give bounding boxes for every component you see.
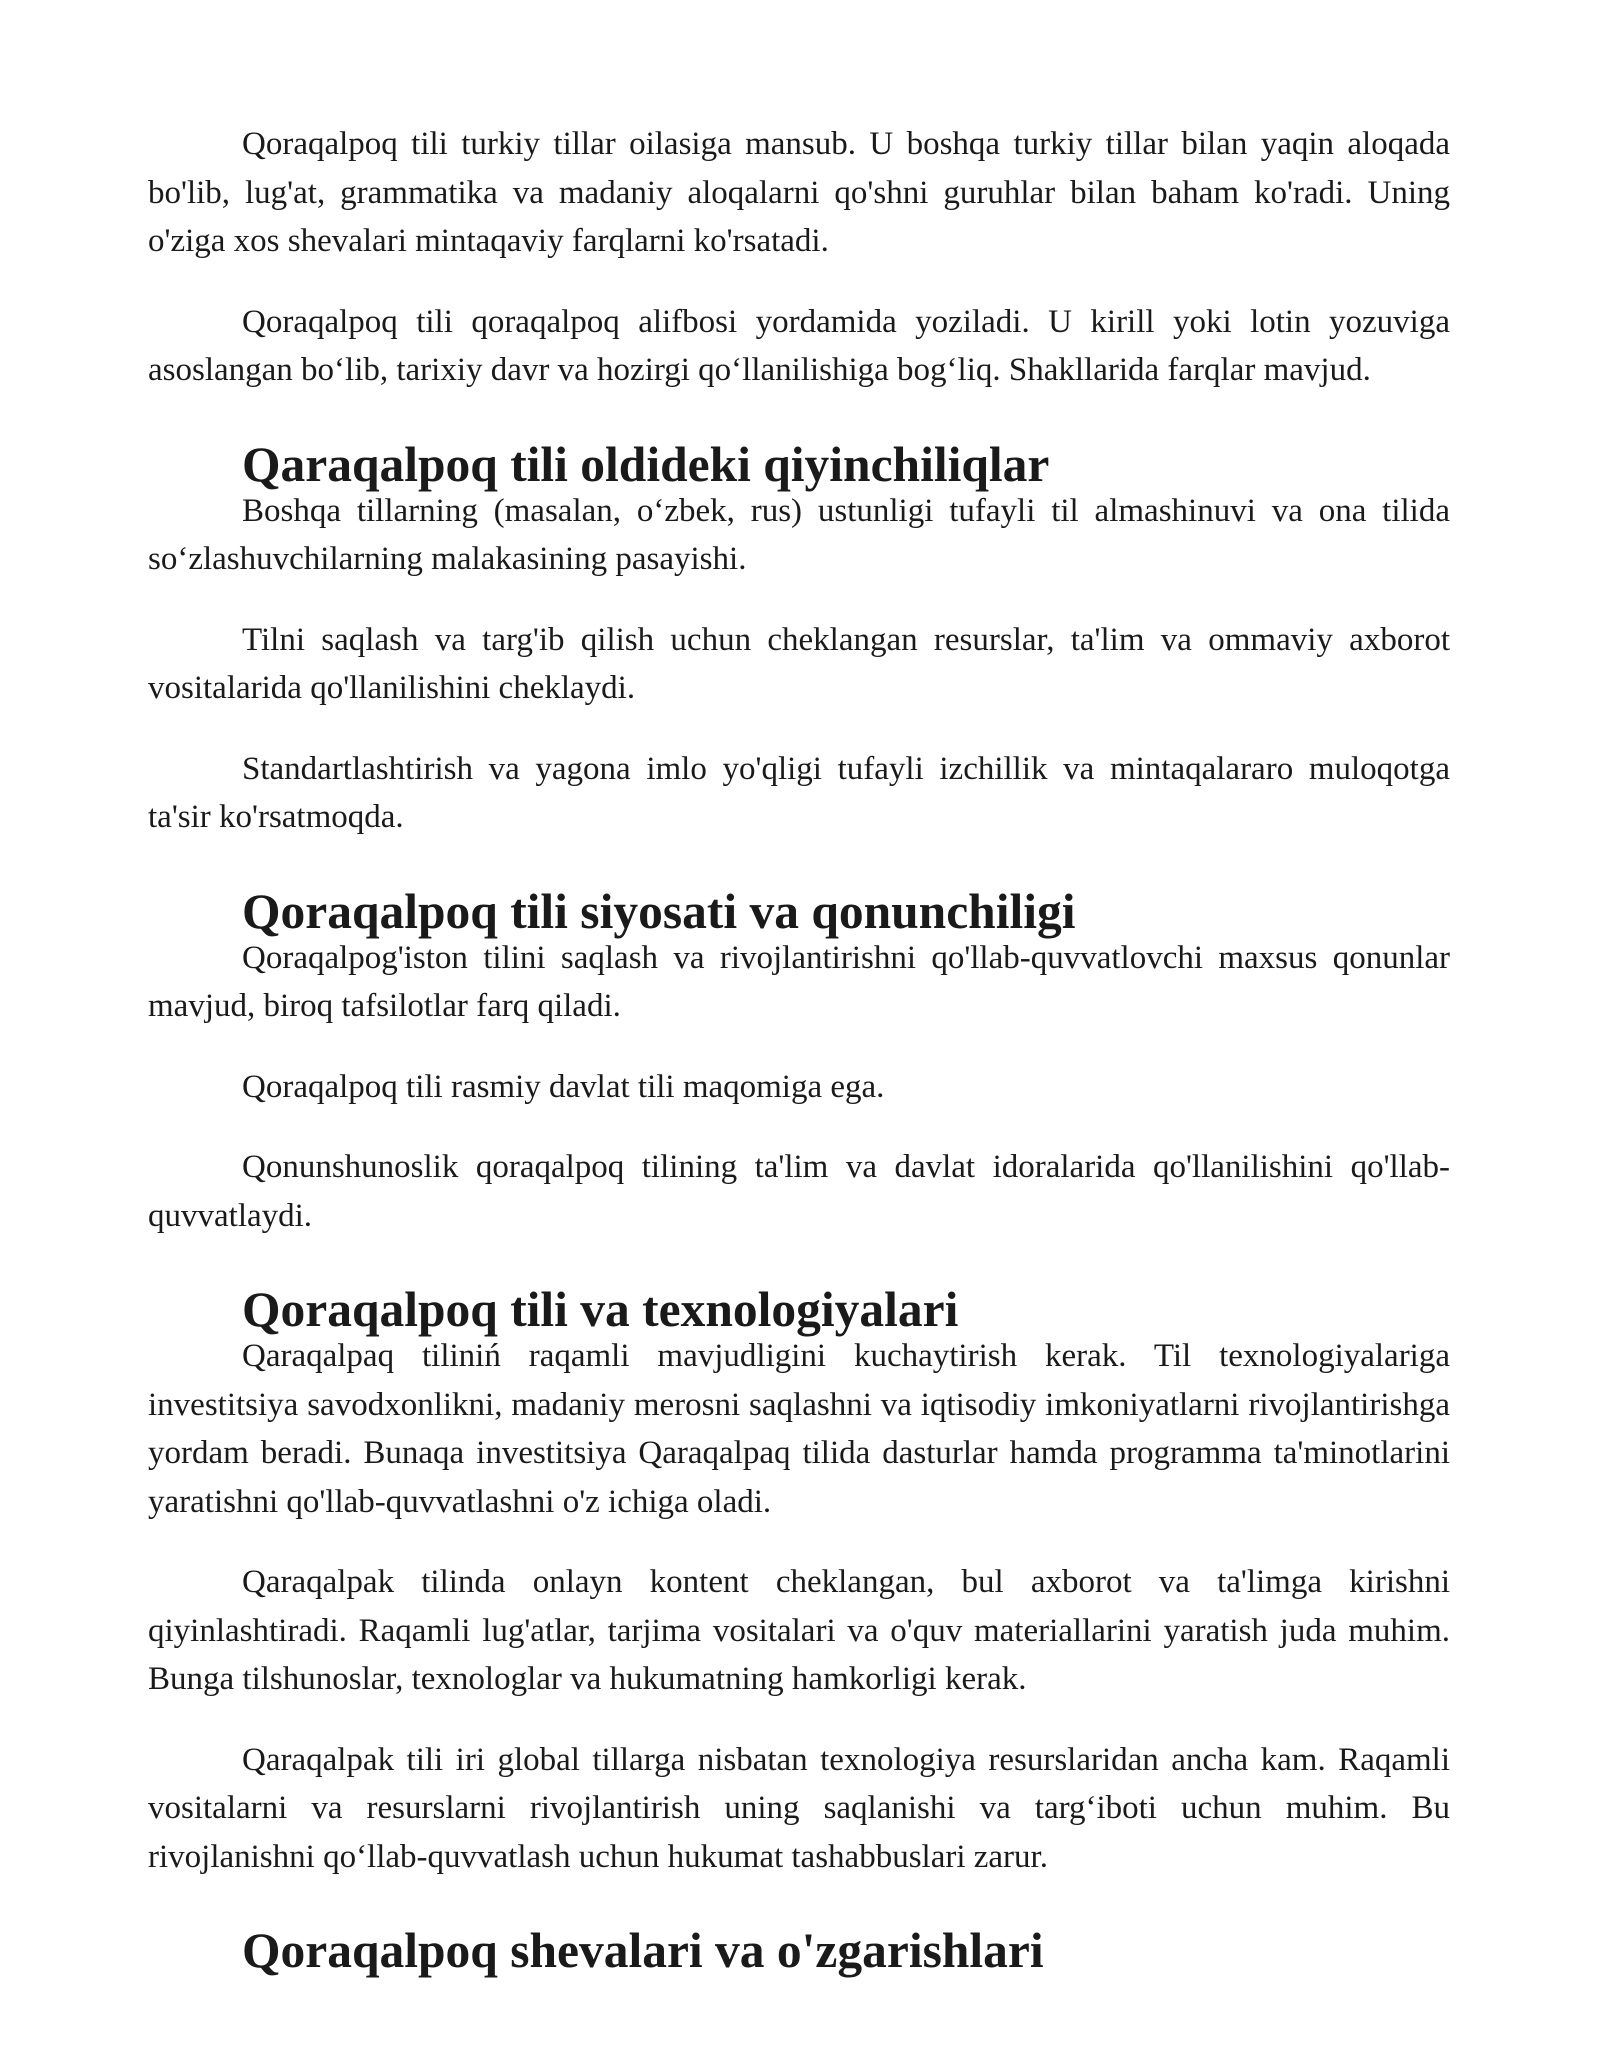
section-heading: Qoraqalpoq tili va texnologiyalari (242, 1282, 959, 1337)
paragraph: Qoraqalpog'iston tilini saqlash va rivojlantirishni qo'llab-quvvatlovchi maxsus qonunlar mavjud, biroq tafsilotlar farq qiladi. (148, 939, 1450, 1024)
section-heading: Qaraqalpoq tili oldideki qiyinchiliqlar (242, 436, 1050, 492)
paragraph: Qoraqalpoq tili qoraqalpoq alifbosi yordamida yoziladi. U kirill yoki lotin yozuviga asoslangan bo‘lib, tarixiy davr va hozirgi qo‘llanilishiga bog‘liq. Shakllarida farqlar mavjud. (148, 303, 1450, 388)
section-heading: Qoraqalpoq shevalari va o'zgarishlari (242, 1923, 1044, 1978)
paragraph: Standartlashtirish va yagona imlo yo'qligi tufayli izchillik va mintaqalararo muloqotga ta'sir ko'rsatmoqda. (148, 750, 1450, 835)
paragraph: Tilni saqlash va targ'ib qilish uchun cheklangan resurslar, ta'lim va ommaviy axborot vositalarida qo'llanilishini cheklaydi. (148, 621, 1450, 706)
document-page (148, 120, 1450, 1978)
paragraph: Boshqa tillarning (masalan, o‘zbek, rus) ustunligi tufayli til almashinuvi va ona tilida so‘zlashuvchilarning malakasining pasayishi. (148, 492, 1450, 577)
section-heading: Qoraqalpoq tili siyosati va qonunchiligi (242, 883, 1076, 939)
paragraph: Qonunshunoslik qoraqalpoq tilining ta'lim va davlat idoralarida qo'llanilishini qo'llab-quvvatlaydi. (148, 1149, 1450, 1234)
paragraph: Qoraqalpoq tili turkiy tillar oilasiga mansub. U boshqa turkiy tillar bilan yaqin aloqada bo'lib, lug'at, grammatika va madaniy aloqalarni qo'shni guruhlar bilan baham ko'radi. Uning o'ziga xos shevalari mintaqaviy farqlarni ko'rsatadi. (148, 126, 1450, 259)
paragraph: Qaraqalpaq tiliniń raqamli mavjudligini kuchaytirish kerak. Til texnologiyalariga investitsiya savodxonlikni, madaniy merosni saqlashni va iqtisodiy imkoniyatlarni rivojlantirishga yordam beradi. Bunaqa investitsiya Qaraqalpaq tilida dasturlar hamda programma ta'minotlarini yaratishni qo'llab-quvvatlashni o'z ichiga oladi. (148, 1338, 1450, 1520)
paragraph: Qoraqalpoq tili rasmiy davlat tili maqomiga ega. (242, 1068, 885, 1105)
paragraph: Qaraqalpak tilinda onlayn kontent cheklangan, bul axborot va ta'limga kirishni qiyinlashtiradi. Raqamli lug'atlar, tarjima vositalari va o'quv materiallarini yaratish juda muhim. Bunga tilshunoslar, texnologlar va hukumatning hamkorligi kerak. (148, 1564, 1450, 1697)
paragraph: Qaraqalpak tili iri global tillarga nisbatan texnologiya resurslaridan ancha kam. Raqamli vositalarni va resurslarni rivojlantirish uning saqlanishi va targ‘iboti uchun muhim. Bu rivojlanishni qo‘llab-quvvatlash uchun hukumat tashabbuslari zarur. (148, 1741, 1450, 1875)
